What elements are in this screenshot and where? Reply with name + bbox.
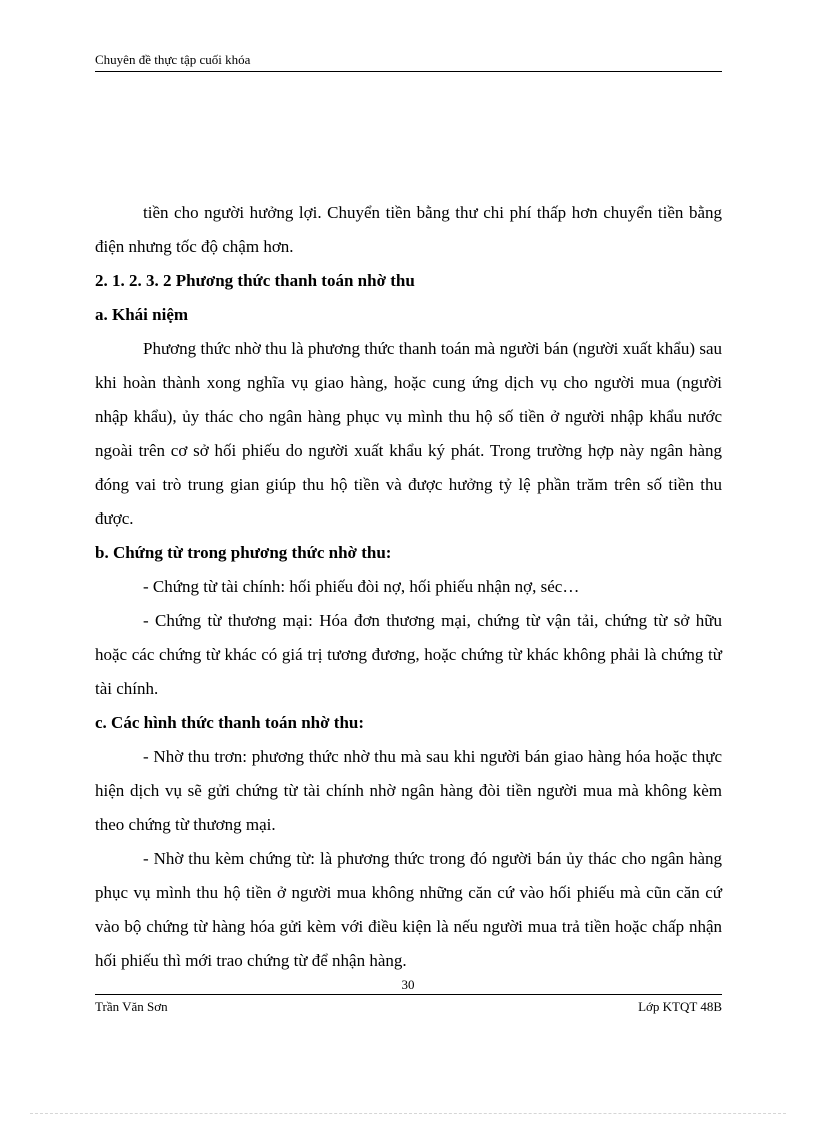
paragraph: tiền cho người hưởng lợi. Chuyển tiền bằng thư chi phí thấp hơn chuyển tiền bằng điện nhưng tốc độ chậm hơn. (95, 203, 722, 256)
list-item: - Nhờ thu kèm chứng từ: là phương thức trong đó người bán ủy thác cho ngân hàng phục vụ mình thu hộ tiền ở người mua không những căn cứ vào hối phiếu mà cũn căn cứ vào bộ chứng từ hàng hóa gửi kèm với điều kiện là nếu người mua trả tiền hoặc chấp nhận hối phiếu thì mới trao chứng từ để nhận hàng. (95, 849, 722, 970)
list-item: - Chứng từ tài chính: hối phiếu đòi nợ, hối phiếu nhận nợ, séc… (143, 577, 580, 596)
page-number: 30 (401, 977, 415, 992)
section-heading: 2. 1. 2. 3. 2 Phương thức thanh toán nhờ thu (95, 271, 415, 290)
running-header: Chuyên đề thực tập cuối khóa (95, 52, 251, 67)
footer-rule (95, 994, 722, 995)
footer-author: Trần Văn Sơn (95, 999, 168, 1014)
footer-class: Lớp KTQT 48B (638, 999, 722, 1014)
list-item: - Chứng từ thương mại: Hóa đơn thương mại, chứng từ vận tải, chứng từ sở hữu hoặc các chứng từ khác có giá trị tương đương, hoặc chứng từ khác không phải là chứng từ tài chính. (95, 611, 722, 698)
header-rule (95, 71, 722, 72)
body-text (95, 196, 722, 978)
subsection-heading: a. Khái niệm (95, 305, 189, 324)
subsection-heading: b. Chứng từ trong phương thức nhờ thu: (95, 543, 392, 562)
page-edge-divider (30, 1113, 786, 1114)
list-item: - Nhờ thu trơn: phương thức nhờ thu mà sau khi người bán giao hàng hóa hoặc thực hiện dịch vụ sẽ gửi chứng từ tài chính nhờ ngân hàng đòi tiền người mua mà không kèm theo chứng từ thương mại. (95, 747, 722, 834)
paragraph: Phương thức nhờ thu là phương thức thanh toán mà người bán (người xuất khẩu) sau khi hoàn thành xong nghĩa vụ giao hàng, hoặc cung ứng dịch vụ cho người mua (người nhập khẩu), ủy thác cho ngân hàng phục vụ mình thu hộ số tiền ở người nhập khẩu nước ngoài trên cơ sở hối phiếu do người xuất khẩu ký phát. Trong trường hợp này ngân hàng đóng vai trò trung gian giúp thu hộ tiền và được hưởng tỷ lệ phần trăm trên số tiền thu được. (95, 339, 722, 528)
subsection-heading: c. Các hình thức thanh toán nhờ thu: (95, 713, 365, 732)
